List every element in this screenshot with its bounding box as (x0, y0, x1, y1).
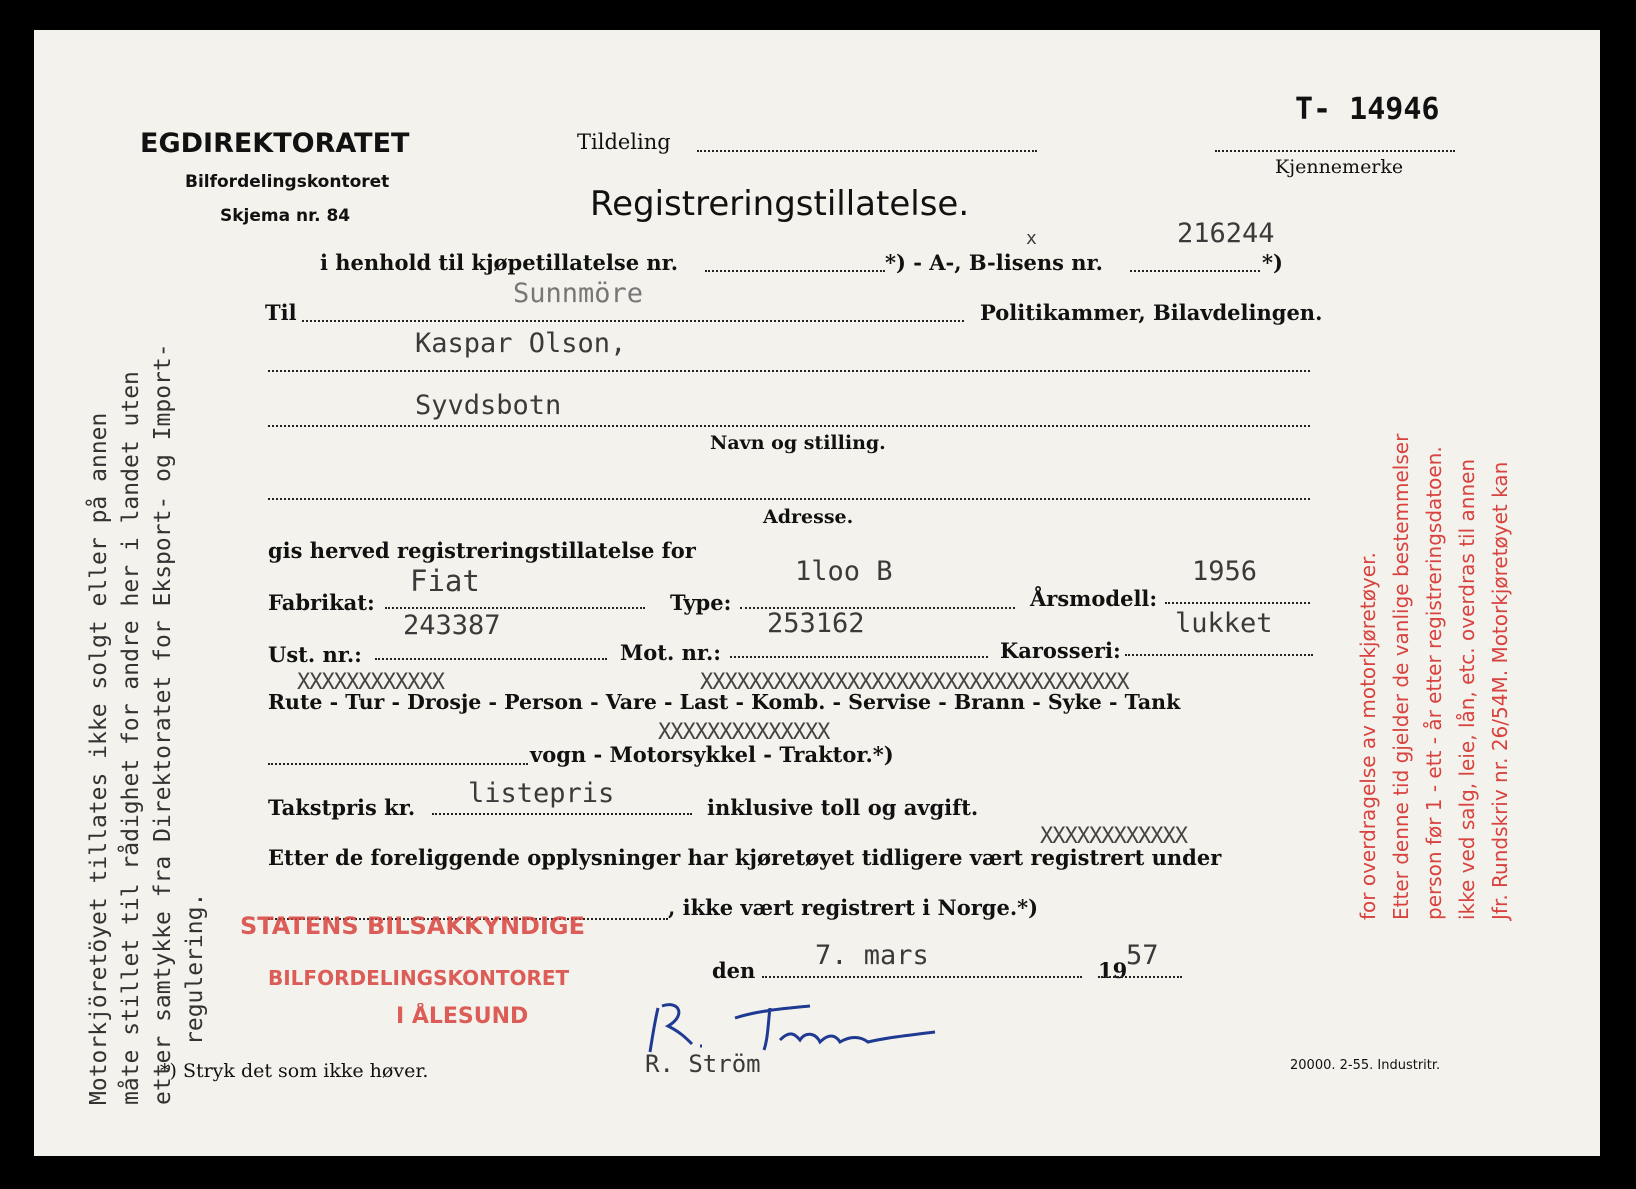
den-label: den (712, 958, 756, 983)
adresse-line (268, 498, 1310, 500)
registration-number: T- 14946 (1295, 92, 1440, 127)
takstpris-value: listepris (468, 778, 615, 809)
year-prefix: 19 (1098, 958, 1128, 983)
mot-value: 253162 (767, 608, 865, 639)
right-note-line-2: ikke ved salg, leie, lån, etc. overdras til annen (1455, 458, 1479, 920)
navn-label: Navn og stilling. (710, 432, 886, 454)
kjennemerke-label: Kjennemerke (1275, 156, 1404, 178)
inklusive-label: inklusive toll og avgift. (707, 795, 979, 820)
tildeling-line (697, 150, 1037, 152)
left-note-line-2: måte stillet til rådighet for andre her i landet uten (118, 371, 144, 1105)
name-line (268, 370, 1310, 372)
kjopetillatelse-label: i henhold til kjøpetillatelse nr. (320, 250, 679, 275)
arsmodell-line (1165, 602, 1310, 604)
til-line (302, 320, 964, 322)
office-name: Bilfordelingskontoret (185, 172, 390, 192)
right-note-line-5: for overdragelse av motorkjøretøyer. (1356, 552, 1380, 920)
arsmodell-label: Årsmodell: (1030, 586, 1158, 611)
karosseri-line (1125, 654, 1313, 656)
etter-label: Etter de foreliggende opplysninger har kjøretøyet tidligere vært registrert under (268, 845, 1222, 870)
adresse-label: Adresse. (763, 506, 854, 528)
stamp-line-1: STATENS BILSAKKYNDIGE (240, 912, 585, 940)
fabrikat-value: Fiat (410, 564, 480, 598)
stamp-line-3: I ÅLESUND (396, 1004, 529, 1029)
ust-value: 243387 (403, 610, 501, 641)
left-note-line-3: etter samtykke fra Direktoratet for Eksport- og Import- (150, 343, 176, 1105)
strikeout-3: XXXXXXXXXXXXXX (658, 720, 830, 745)
vehicle-categories: Rute - Tur - Drosje - Person - Vare - Last - Komb. - Servise - Brann - Syke - Tank (268, 690, 1181, 714)
date-line (762, 976, 1082, 978)
year-suffix: 57 (1126, 940, 1159, 971)
takstpris-line (432, 813, 692, 815)
org-name: EGDIREKTORATET (140, 128, 410, 159)
gis-herved-label: gis herved registreringstillatelse for (268, 538, 696, 563)
year-line (1098, 976, 1182, 978)
right-note-line-1: Jfr. Rundskriv nr. 26/54M. Motorkjøretøyet kan (1488, 461, 1512, 920)
kjopetillatelse-line (705, 270, 885, 272)
strikeout-2: XXXXXXXXXXXXXXXXXXXXXXXXXXXXXXXXXXX (700, 670, 1129, 695)
ikke-label: , ikke vært registrert i Norge.*) (668, 895, 1039, 920)
footer-code: 20000. 2-55. Industritr. (1290, 1058, 1441, 1073)
til-label: Til (265, 300, 297, 325)
lisens-end: *) (1262, 250, 1283, 275)
address-value: Syvdsbotn (415, 390, 562, 421)
strikeout-1: XXXXXXXXXXXX (297, 670, 444, 695)
fabrikat-line (385, 607, 645, 609)
ust-label: Ust. nr.: (268, 642, 362, 667)
vogn-line (268, 763, 528, 765)
type-value: 1loo B (795, 556, 893, 587)
mot-label: Mot. nr.: (620, 640, 722, 665)
schema-number: Skjema nr. 84 (220, 206, 351, 226)
takstpris-label: Takstpris kr. (268, 795, 416, 820)
politikammer-label: Politikammer, Bilavdelingen. (980, 300, 1323, 325)
address-line (268, 425, 1310, 427)
karosseri-label: Karosseri: (1000, 638, 1121, 663)
signer-name: R. Ström (645, 1050, 761, 1078)
stryk-note: *) Stryk det som ikke høver. (160, 1060, 429, 1082)
left-note-line-4: regulering. (182, 892, 208, 1045)
mot-line (730, 656, 988, 658)
document-title: Registreringstillatelse. (590, 184, 970, 224)
stamp-line-2: BILFORDELINGSKONTORET (268, 966, 570, 990)
fabrikat-label: Fabrikat: (268, 590, 375, 615)
tildeling-label: Tildeling (577, 130, 671, 154)
lisens-label: *) - A-, B-lisens nr. (885, 250, 1103, 275)
right-note-line-3: person før 1 - ett - år etter registreringsdatoen. (1422, 446, 1446, 920)
strikeout-4: XXXXXXXXXXXX (1040, 824, 1187, 849)
name-value: Kaspar Olson, (415, 328, 627, 359)
type-label: Type: (670, 590, 732, 615)
left-note-line-1: Motorkjöretöyet tillates ikke solgt eller på annen (86, 412, 112, 1105)
til-value: Sunnmöre (513, 278, 644, 309)
license-x-mark: x (1026, 228, 1037, 249)
kjennemerke-line (1215, 150, 1455, 152)
karosseri-value: lukket (1175, 608, 1273, 639)
date-value: 7. mars (815, 940, 929, 971)
right-note-line-4: Etter denne tid gjelder de vanlige bestemmelser (1389, 433, 1413, 920)
license-number-value: 216244 (1177, 218, 1275, 249)
ust-line (375, 658, 607, 660)
lisens-line (1130, 270, 1260, 272)
arsmodell-value: 1956 (1192, 556, 1258, 587)
vogn-label: vogn - Motorsykkel - Traktor.*) (530, 742, 894, 767)
